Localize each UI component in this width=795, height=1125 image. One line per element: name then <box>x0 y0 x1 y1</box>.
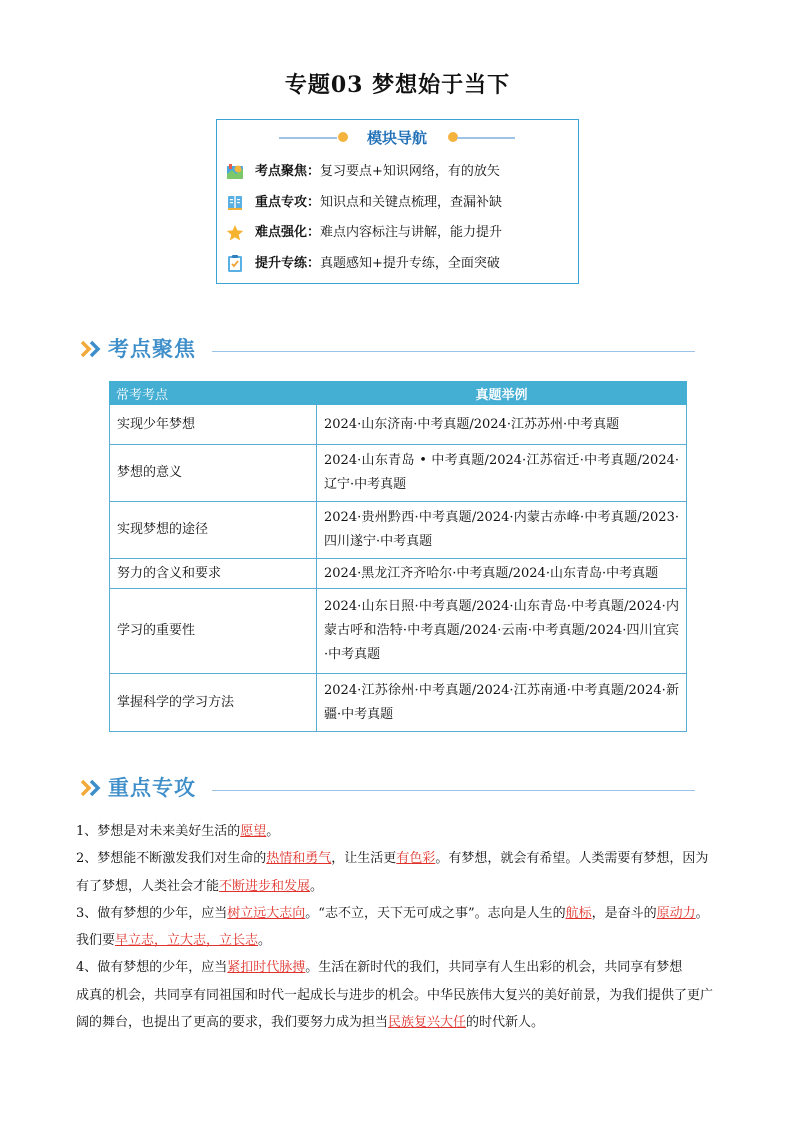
table-cell-examples: 2024·山东日照·中考真题/2024·山东青岛·中考真题/2024·内蒙古呼和浩特·中考真题/2024·云南·中考真题/2024·四川宜宾·中考真题 <box>317 589 687 674</box>
key-term-highlight: 航标 <box>565 905 592 921</box>
key-term-highlight: 原动力 <box>656 905 696 921</box>
table-header-row <box>110 382 687 405</box>
paragraph-text: 。 <box>266 824 280 839</box>
key-point-paragraph <box>76 900 720 955</box>
section-focus-title: 考点聚焦 <box>108 337 196 361</box>
paragraph-text: 的时代新人。 <box>466 1015 545 1031</box>
checklist-icon <box>225 254 245 274</box>
table-cell-examples: 2024·山东济南·中考真题/2024·江苏苏州·中考真题 <box>317 405 687 445</box>
key-term-highlight: 紧扣时代脉搏 <box>227 960 306 976</box>
section-focus-line <box>212 351 695 352</box>
table-cell-examples: 2024·贵州黔西·中考真题/2024·内蒙古赤峰·中考真题/2023·四川遂宁·中考真题 <box>317 502 687 559</box>
table-row <box>110 445 687 502</box>
table-cell-examples: 2024·江苏徐州·中考真题/2024·江苏南通·中考真题/2024·新疆·中考真题 <box>317 674 687 732</box>
section-key-title: 重点专攻 <box>108 776 196 800</box>
table-row <box>110 589 687 674</box>
paragraph-text: 。“志不立，天下无可成之事”。志向是人生的 <box>305 905 566 921</box>
nav-item-label: 重点专攻： <box>255 195 321 210</box>
key-point-paragraph <box>76 845 720 900</box>
nav-item-label: 难点强化： <box>255 225 321 240</box>
table-row <box>110 405 687 445</box>
section-focus-header <box>80 334 695 364</box>
nav-item-difficult[interactable] <box>225 223 502 243</box>
table-cell-topic: 实现梦想的途径 <box>110 502 317 559</box>
table-cell-topic: 实现少年梦想 <box>110 405 317 445</box>
key-term-highlight: 愿望 <box>240 824 267 839</box>
nav-item-label: 提升专练： <box>255 256 321 271</box>
nav-item-desc: 复习要点+知识网络，有的放矢 <box>320 164 500 179</box>
key-point-paragraph <box>76 982 720 1037</box>
table-row <box>110 502 687 559</box>
key-term-highlight: 民族复兴大任 <box>388 1015 467 1031</box>
key-point-paragraph <box>76 818 720 845</box>
table-cell-topic: 掌握科学的学习方法 <box>110 674 317 732</box>
key-term-highlight: 有色彩 <box>396 851 436 867</box>
table-cell-topic: 梦想的意义 <box>110 445 317 502</box>
nav-item-key[interactable] <box>225 193 502 213</box>
nav-item-desc: 知识点和关键点梳理，查漏补缺 <box>320 195 503 210</box>
double-chevron-icon <box>80 779 106 797</box>
nav-item-desc: 难点内容标注与讲解，能力提升 <box>320 225 503 240</box>
paragraph-text: 。有梦想，就会有希望。人类需要有梦想，因为有了梦想，人类社会才能 <box>76 851 709 894</box>
table-cell-topic: 学习的重要性 <box>110 589 317 674</box>
table-row <box>110 559 687 589</box>
map-icon <box>225 162 245 182</box>
paragraph-text: 1、梦想是对未来美好生活的 <box>76 824 241 839</box>
paragraph-text: ，是奋斗的 <box>591 905 657 921</box>
nav-header <box>217 128 578 148</box>
table-header-cell: 真题举例 <box>317 382 687 405</box>
page-title: 专题03 梦想始于当下 <box>284 72 511 98</box>
nav-item-practice[interactable] <box>225 254 500 274</box>
nav-title: 模块导航 <box>366 129 427 147</box>
key-point-paragraph <box>76 954 720 981</box>
paragraph-text: 。我们要 <box>76 905 709 949</box>
key-term-highlight: 早立志，立大志，立长志 <box>115 933 259 949</box>
paragraph-text: 4、做有梦想的少年，应当 <box>76 960 228 976</box>
paragraph-text: 。 <box>258 933 272 949</box>
paragraph-text: 2、梦想能不断激发我们对生命的 <box>76 851 267 867</box>
nav-item-desc: 真题感知+提升专练，全面突破 <box>320 256 500 271</box>
nav-divider-right <box>457 137 515 139</box>
book-icon <box>225 193 245 213</box>
star-icon <box>225 223 245 243</box>
key-term-highlight: 不断进步和发展 <box>219 878 311 894</box>
exam-points-table <box>109 381 687 732</box>
paragraph-text: 。生活在新时代的我们，共同享有人生出彩的机会，共同享有梦想 <box>305 960 683 976</box>
nav-divider-left <box>279 137 337 139</box>
key-points-content <box>76 818 720 1036</box>
nav-item-focus[interactable] <box>225 162 500 182</box>
paragraph-text: 成真的机会，共同享有同祖国和时代一起成长与进步的机会。中华民族伟大复兴的美好前景，为我们提供了更广阔的舞台，也提出了更高的要求，我们要努力成为担当 <box>76 987 714 1031</box>
paragraph-text: ，让生活更 <box>331 851 397 867</box>
section-key-header <box>80 773 695 803</box>
section-key-line <box>212 790 695 791</box>
double-chevron-icon <box>80 340 106 358</box>
table-row <box>110 674 687 732</box>
paragraph-text: 3、做有梦想的少年，应当 <box>76 905 228 921</box>
table-cell-topic: 努力的含义和要求 <box>110 559 317 589</box>
table-cell-examples: 2024·黑龙江齐齐哈尔·中考真题/2024·山东青岛·中考真题 <box>317 559 687 589</box>
table-cell-examples: 2024·山东青岛 • 中考真题/2024·江苏宿迁·中考真题/2024·辽宁·中考真题 <box>317 445 687 502</box>
paragraph-text: 。 <box>310 878 324 894</box>
module-navigation-box <box>216 119 579 284</box>
table-header-cell: 常考考点 <box>110 382 317 405</box>
nav-item-label: 考点聚焦： <box>255 164 321 179</box>
key-term-highlight: 树立远大志向 <box>227 905 306 921</box>
key-term-highlight: 热情和勇气 <box>266 851 332 867</box>
